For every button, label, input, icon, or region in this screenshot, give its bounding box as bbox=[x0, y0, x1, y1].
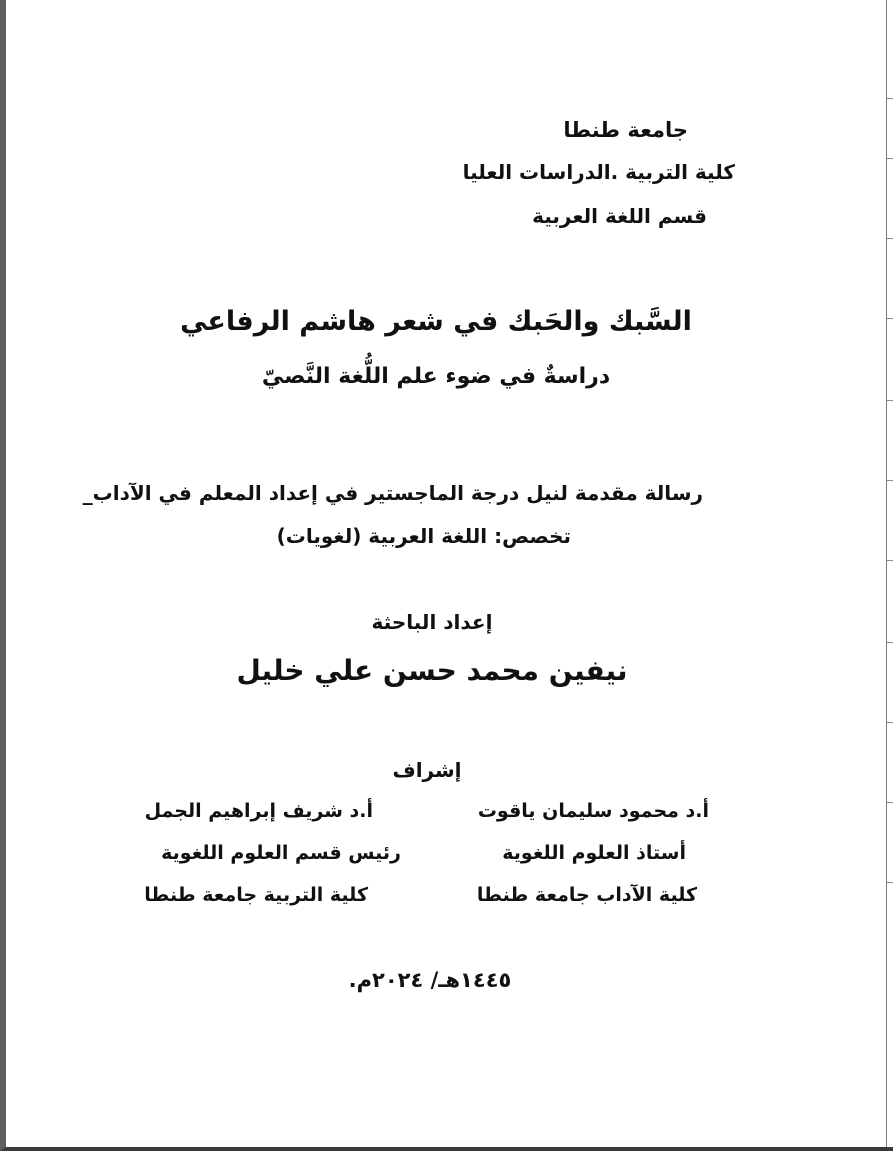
thesis-subtitle: دراسةٌ في ضوء علم اللُّغة النَّصيّ bbox=[261, 364, 611, 389]
page-edge-tick bbox=[887, 318, 893, 319]
page-edge-tick bbox=[887, 400, 893, 401]
page-edge-tick bbox=[887, 158, 893, 159]
supervisor1-affiliation: كلية الآداب جامعة طنطا bbox=[476, 884, 697, 906]
supervisor2-role: رئيس قسم العلوم اللغوية bbox=[161, 842, 401, 864]
thesis-title: السَّبك والحَبك في شعر هاشم الرفاعي bbox=[180, 306, 692, 337]
page-edge-tick bbox=[887, 480, 893, 481]
page-edge-tick bbox=[887, 642, 893, 643]
faculty-name: كلية التربية .الدراسات العليا bbox=[462, 160, 735, 184]
page-edge-tick bbox=[887, 722, 893, 723]
supervisor1-name: أ.د محمود سليمان ياقوت bbox=[477, 800, 709, 822]
page-edge-tick bbox=[887, 560, 893, 561]
page-edge-tick bbox=[887, 238, 893, 239]
university-name: جامعة طنطا bbox=[563, 118, 688, 142]
supervisor1-role: أستاذ العلوم اللغوية bbox=[502, 842, 686, 864]
page-edge-tick bbox=[887, 802, 893, 803]
department-name: قسم اللغة العربية bbox=[532, 204, 707, 228]
specialization: تخصص: اللغة العربية (لغويات) bbox=[276, 524, 571, 548]
page-edge-tick bbox=[887, 882, 893, 883]
supervisor2-name: أ.د شريف إبراهيم الجمل bbox=[144, 800, 373, 822]
author-label: إعداد الباحثة bbox=[371, 610, 493, 634]
degree-statement: رسالة مقدمة لنيل درجة الماجستير في إعداد المعلم في الآداب_ bbox=[82, 481, 703, 505]
supervision-label: إشراف bbox=[392, 758, 462, 782]
author-name: نيفين محمد حسن علي خليل bbox=[236, 654, 628, 687]
supervisor2-affiliation: كلية التربية جامعة طنطا bbox=[144, 884, 368, 906]
date-line: ١٤٤٥هـ/ ٢٠٢٤م. bbox=[348, 968, 512, 992]
page-edge-tick bbox=[887, 98, 893, 99]
page-edge-line bbox=[886, 0, 887, 1147]
